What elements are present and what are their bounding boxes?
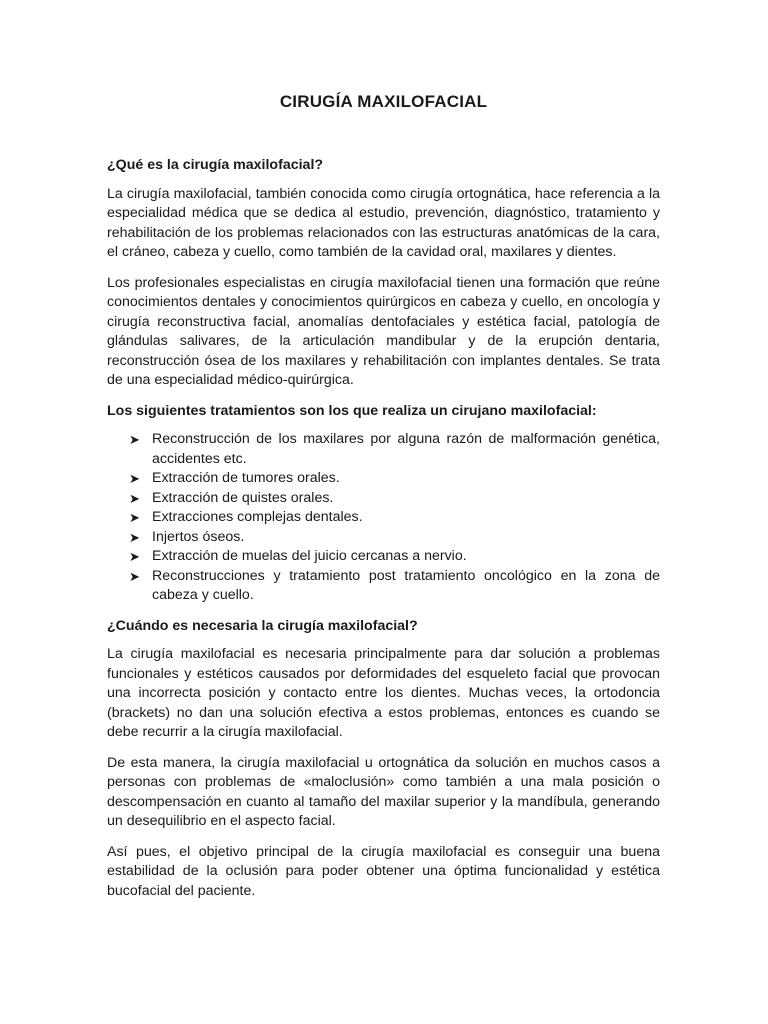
document-title: CIRUGÍA MAXILOFACIAL xyxy=(279,92,488,111)
paragraph: Los profesionales especialistas en cirugía maxilofacial tienen una formación que reúne conocimientos dentales y conocimientos quirúrgicos en cabeza y cuello, en oncología y cirugía reconstructiva facial, anomalías dentofaciales y estética facial, patología de glándulas salivares, de la articulación mandibular y de la erupción dentaria, reconstrucción ósea de los maxilares y rehabilitación con implantes dentales. Se trata de una especialidad médico-quirúrgica. xyxy=(107,274,660,388)
arrowhead-bullet-icon: ➤ xyxy=(129,510,140,525)
list-item-text: Reconstrucciones y tratamiento post tratamiento oncológico en la zona de cabeza y cuello. xyxy=(152,567,660,603)
list-item-text: Injertos óseos. xyxy=(152,528,245,545)
list-item xyxy=(107,489,660,509)
list-item-text: Reconstrucción de los maxilares por alguna razón de malformación genética, accidentes etc. xyxy=(152,431,660,467)
list-item xyxy=(107,567,660,606)
arrowhead-bullet-icon: ➤ xyxy=(129,490,140,506)
section-heading-treatments: Los siguientes tratamientos son los que realiza un cirujano maxilofacial: xyxy=(107,402,597,419)
paragraph: De esta manera, la cirugía maxilofacial u ortognática da solución en muchos casos a personas con problemas de «maloclusión» como también a una mala posición o descompensación en cuanto al tamaño del maxilar superior y la mandíbula, generando un desequilibrio en el aspecto facial. xyxy=(107,754,660,829)
document-page xyxy=(107,92,660,912)
paragraph: La cirugía maxilofacial es necesaria principalmente para dar solución a problemas funcionales y estéticos causados por deformidades del esqueleto facial que provocan una incorrecta posición y contacto entre los dientes. Muchas veces, la ortodoncia (brackets) no dan una solución efectiva a estos problemas, entonces es cuando se debe recurrir a la cirugía maxilofacial. xyxy=(107,646,660,740)
paragraph: La cirugía maxilofacial, también conocida como cirugía ortognática, hace referencia a la especialidad médica que se dedica al estudio, prevención, diagnóstico, tratamiento y rehabilitación de los problemas relacionados con las estructuras anatómicas de la cara, el cráneo, cabeza y cuello, como también de la cavidad oral, maxilares y dientes. xyxy=(107,185,660,260)
list-item xyxy=(107,430,660,469)
arrowhead-bullet-icon: ➤ xyxy=(129,568,140,584)
list-item-text: Extracción de tumores orales. xyxy=(152,470,340,486)
arrowhead-bullet-icon: ➤ xyxy=(129,432,140,447)
section-treatments xyxy=(107,402,660,606)
list-item xyxy=(107,508,660,528)
list-item-text: Extracción de quistes orales. xyxy=(152,489,334,506)
treatments-list xyxy=(107,430,660,606)
paragraph: Así pues, el objetivo principal de la cirugía maxilofacial es conseguir una buena estabilidad de la oclusión para poder obtener una óptima funcionalidad y estética bucofacial del paciente. xyxy=(107,843,660,899)
list-item-text: Extracciones complejas dentales. xyxy=(152,509,363,525)
section-what-is xyxy=(107,156,660,391)
section-heading-when-needed: ¿Cuándo es necesaria la cirugía maxilofacial? xyxy=(107,617,418,634)
section-when-needed xyxy=(107,617,660,902)
list-item xyxy=(107,528,660,548)
section-heading-what-is: ¿Qué es la cirugía maxilofacial? xyxy=(107,157,324,173)
list-item-text: Extracción de muelas del juicio cercanas a nervio. xyxy=(152,548,467,564)
arrowhead-bullet-icon: ➤ xyxy=(129,471,140,486)
arrowhead-bullet-icon: ➤ xyxy=(129,529,140,545)
list-item xyxy=(107,547,660,567)
list-item xyxy=(107,469,660,489)
arrowhead-bullet-icon: ➤ xyxy=(129,549,140,564)
